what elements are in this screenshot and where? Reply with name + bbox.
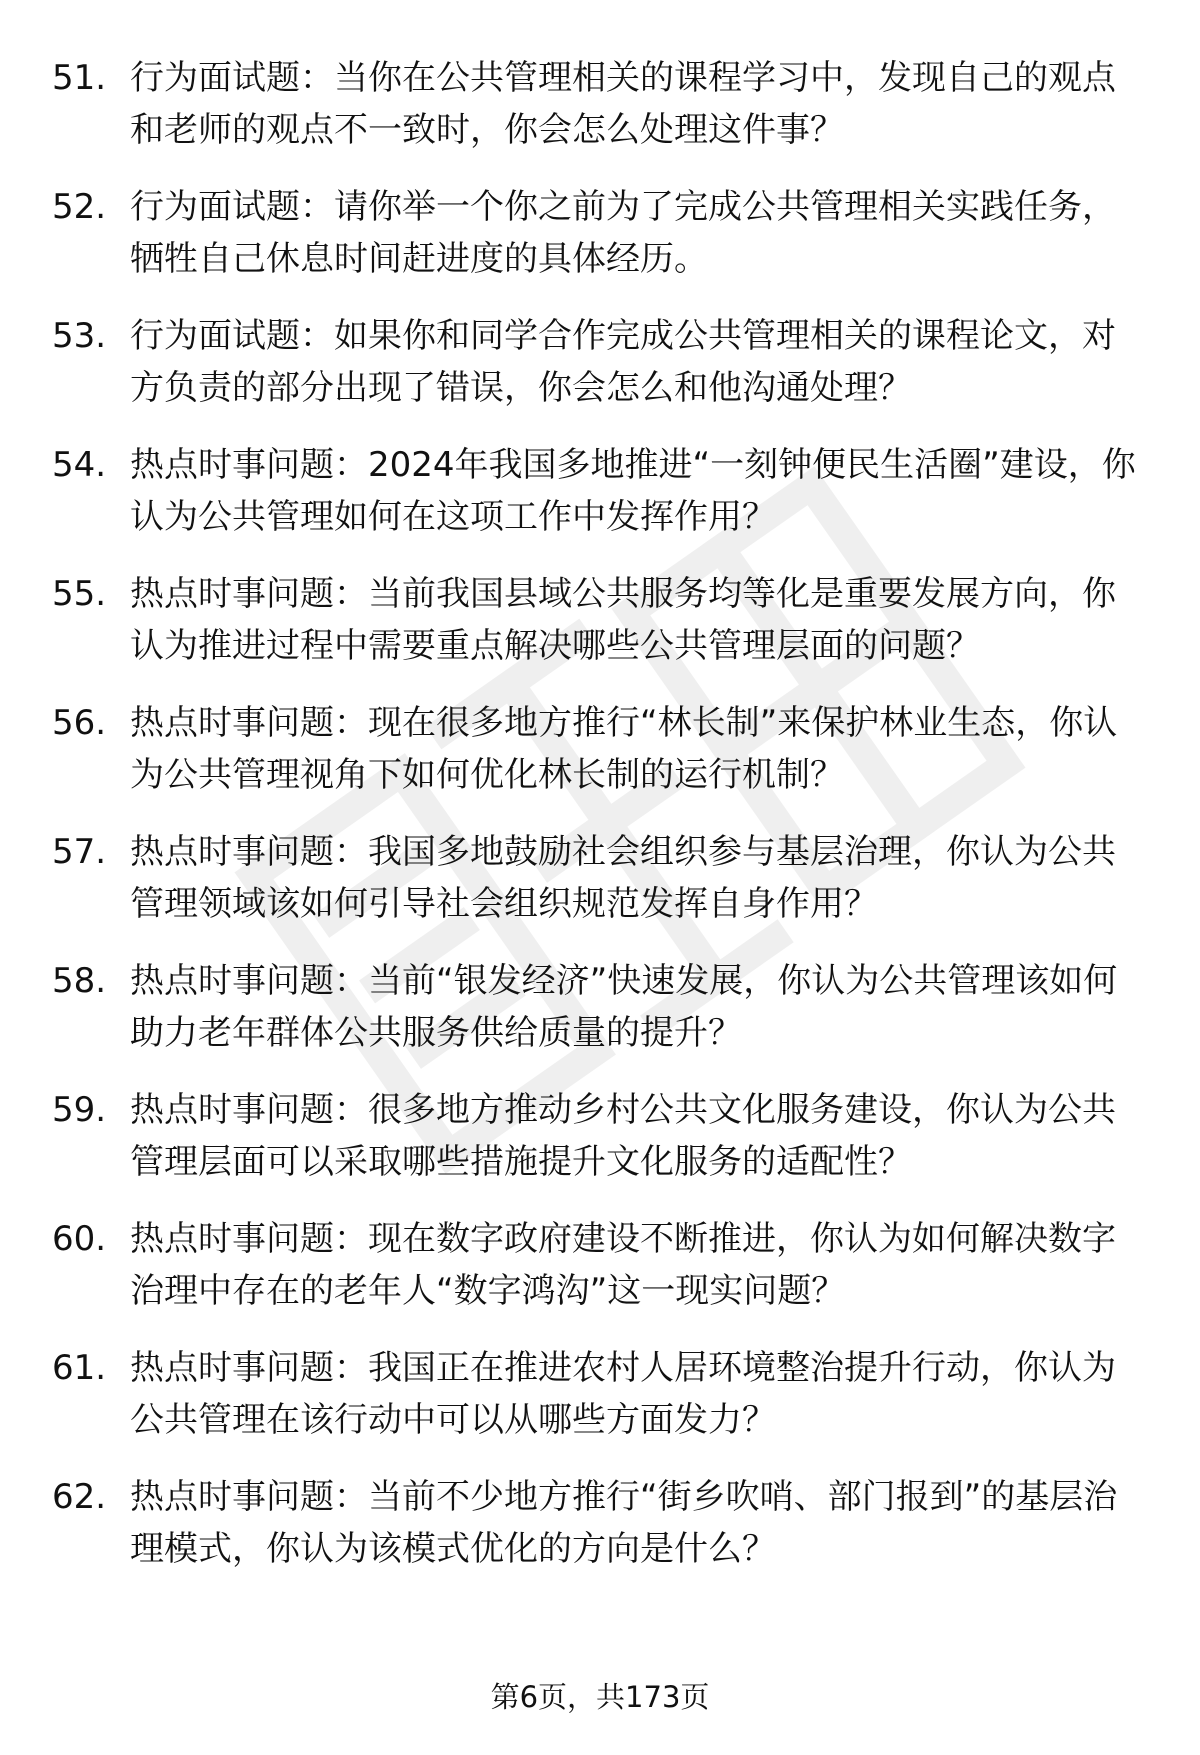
question-number: 54. bbox=[52, 445, 107, 485]
page-footer: 第6页，共173页 bbox=[490, 1680, 710, 1714]
question-item-57 bbox=[52, 826, 1152, 955]
question-text: 热点时事问题：我国多地鼓励社会组织参与基层治理，你认为公共管理领域该如何引导社会组织规范发挥自身作用？ bbox=[130, 832, 1116, 924]
question-item-51 bbox=[52, 52, 1152, 181]
question-item-58 bbox=[52, 955, 1152, 1084]
question-text: 行为面试题：请你举一个你之前为了完成公共管理相关实践任务，牺牲自己休息时间赶进度的具体经历。 bbox=[130, 187, 1116, 279]
question-item-55 bbox=[52, 568, 1152, 697]
question-text: 热点时事问题：现在很多地方推行“林长制”来保护林业生态，你认为公共管理视角下如何优化林长制的运行机制？ bbox=[130, 703, 1118, 795]
question-text: 热点时事问题：当前我国县域公共服务均等化是重要发展方向，你认为推进过程中需要重点解决哪些公共管理层面的问题？ bbox=[130, 574, 1116, 666]
question-item-62 bbox=[52, 1471, 1152, 1600]
question-item-61 bbox=[52, 1342, 1152, 1471]
question-number: 51. bbox=[52, 58, 107, 98]
question-number: 55. bbox=[52, 574, 107, 614]
question-number: 57. bbox=[52, 832, 107, 872]
question-item-60 bbox=[52, 1213, 1152, 1342]
question-item-59 bbox=[52, 1084, 1152, 1213]
question-item-52 bbox=[52, 181, 1152, 310]
question-item-54 bbox=[52, 439, 1152, 568]
question-number: 61. bbox=[52, 1348, 107, 1388]
question-number: 53. bbox=[52, 316, 107, 356]
question-text: 热点时事问题：很多地方推动乡村公共文化服务建设，你认为公共管理层面可以采取哪些措施提升文化服务的适配性？ bbox=[130, 1090, 1116, 1182]
question-number: 58. bbox=[52, 961, 107, 1001]
question-number: 56. bbox=[52, 703, 107, 743]
question-text: 热点时事问题：我国正在推进农村人居环境整治提升行动，你认为公共管理在该行动中可以从哪些方面发力？ bbox=[130, 1348, 1116, 1440]
question-text: 热点时事问题：现在数字政府建设不断推进，你认为如何解决数字治理中存在的老年人“数字鸿沟”这一现实问题？ bbox=[130, 1219, 1116, 1311]
question-text: 热点时事问题：当前不少地方推行“街乡吹哨、部门报到”的基层治理模式，你认为该模式优化的方向是什么？ bbox=[130, 1477, 1118, 1569]
question-text: 行为面试题：如果你和同学合作完成公共管理相关的课程论文，对方负责的部分出现了错误，你会怎么和他沟通处理？ bbox=[130, 316, 1116, 408]
question-number: 59. bbox=[52, 1090, 107, 1130]
question-number: 52. bbox=[52, 187, 107, 227]
question-item-53 bbox=[52, 310, 1152, 439]
question-number: 62. bbox=[52, 1477, 107, 1517]
question-number: 60. bbox=[52, 1219, 107, 1259]
question-item-56 bbox=[52, 697, 1152, 826]
question-text: 热点时事问题：当前“银发经济”快速发展，你认为公共管理该如何助力老年群体公共服务供给质量的提升？ bbox=[130, 961, 1118, 1053]
question-list bbox=[52, 52, 1152, 1600]
question-text: 行为面试题：当你在公共管理相关的课程学习中，发现自己的观点和老师的观点不一致时，你会怎么处理这件事？ bbox=[130, 58, 1116, 150]
question-text: 热点时事问题：2024年我国多地推进“一刻钟便民生活圈”建设，你认为公共管理如何在这项工作中发挥作用？ bbox=[130, 445, 1136, 537]
